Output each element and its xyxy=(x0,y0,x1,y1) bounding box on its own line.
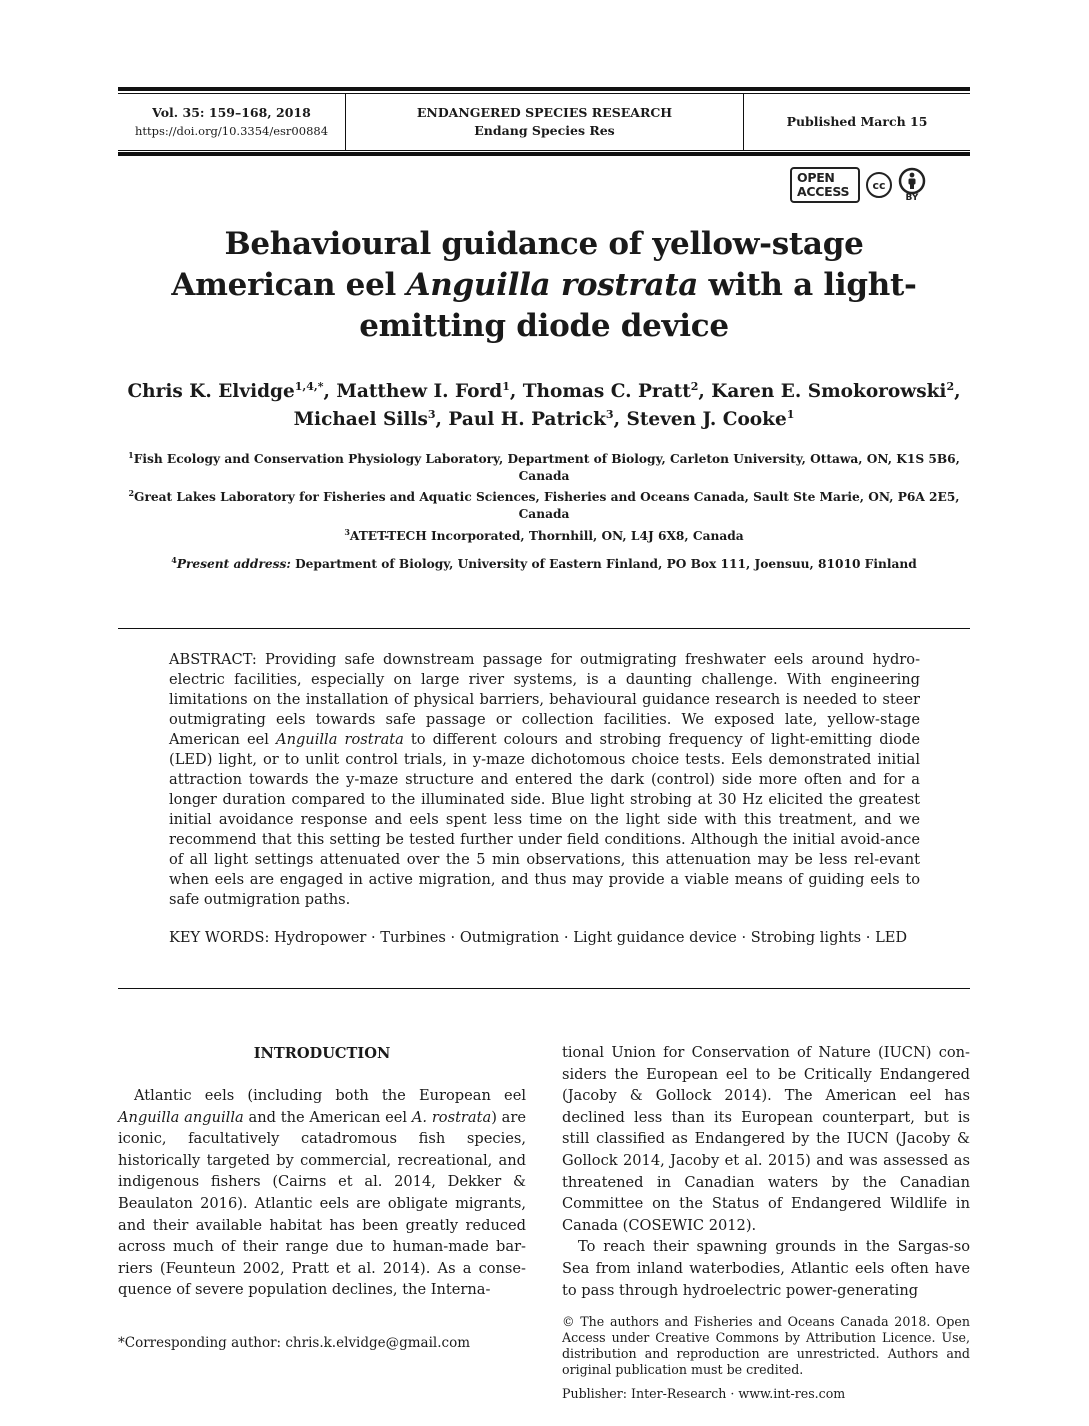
header-bottom-rule-thick xyxy=(118,152,970,156)
affiliation-number: 1 xyxy=(128,450,134,460)
open-access-label-1: OPEN xyxy=(797,170,835,185)
affiliation-2-line-1 xyxy=(118,489,970,506)
publisher-info: Publisher: Inter-Research · www.int-res.com xyxy=(562,1386,846,1401)
species-name: Anguilla anguilla xyxy=(118,1108,244,1126)
title-line-3: emitting diode device xyxy=(359,308,729,344)
author-name: , Karen E. Smokorowski xyxy=(698,381,947,402)
title-text: with a light- xyxy=(698,267,917,303)
affiliation-1-line-2: Canada xyxy=(518,469,570,483)
author-name: Michael Sills xyxy=(293,409,428,430)
by-label: BY xyxy=(905,193,919,203)
journal-abbrev: Endang Species Res xyxy=(474,123,615,138)
author-line-1 xyxy=(118,378,970,406)
title-line-1: Behavioural guidance of yellow-stage xyxy=(224,226,864,262)
affiliation-text: Fish Ecology and Conservation Physiology Laboratory, Department of Biology, Carleton University, Ottawa, ON, K1S 5B6, xyxy=(133,452,960,466)
intro-paragraph-2: To reach their spawning grounds in the Sargas-so Sea from inland waterbodies, Atlantic eels often have to pass through hydroelectric power-generating xyxy=(562,1238,970,1299)
header-citation xyxy=(118,94,345,150)
intro-paragraph-1-continued: tional Union for Conservation of Nature (IUCN) con-siders the European eel to be Critically Endangered (Jacoby & Gollock 2014). The American eel has declined less than its European counterpart, but is still classified as Endangered by the IUCN (Jacoby & Gollock 2014, Jacoby et al. 2015) and was assessed as threatened in Canadian waters by the Canadian Committee on the Status of Endangered Wildlife in Canada (COSEWIC 2012). xyxy=(562,1044,970,1234)
author-line-2 xyxy=(118,406,970,434)
author-name: , Thomas C. Pratt xyxy=(509,381,691,402)
title-line-2 xyxy=(118,265,970,306)
present-address-label: Present address: xyxy=(176,557,291,571)
author-sup: 1 xyxy=(786,408,795,421)
author-name: , Matthew I. Ford xyxy=(323,381,503,402)
volume-info: Vol. 35: 159–168, 2018 xyxy=(152,105,311,120)
intro-column-left xyxy=(118,1085,526,1301)
header-journal xyxy=(346,94,743,150)
title-species: Anguilla rostrata xyxy=(406,267,699,303)
affiliation-number: 3 xyxy=(344,527,350,537)
author-sup: 1 xyxy=(502,380,510,393)
header-published xyxy=(744,94,970,150)
author-name: , Steven J. Cooke xyxy=(613,409,787,430)
corresponding-author-footnote: *Corresponding author: chris.k.elvidge@gmail.com xyxy=(118,1335,471,1351)
author-sup: 1,4,* xyxy=(294,380,324,393)
license-notice: © The authors and Fisheries and Oceans Canada 2018. Open Access under Creative Commons by Attribution Licence. Use, distribution and reproduction are unrestricted. Authors and original publication must be credited. xyxy=(562,1314,970,1377)
author-sup: 3 xyxy=(427,408,436,421)
affiliation-1-line-1 xyxy=(118,451,970,468)
section-heading-introduction: INTRODUCTION xyxy=(253,1045,391,1062)
creative-commons-icon xyxy=(866,172,892,198)
abstract-species: Anguilla rostrata xyxy=(276,731,404,748)
abstract-top-rule xyxy=(118,628,970,629)
abstract xyxy=(169,650,920,910)
cc-label: cc xyxy=(872,178,886,192)
affiliation-number: 2 xyxy=(128,488,135,498)
abstract-text: to different colours and strobing frequency of light-emitting diode (LED) light, or to unlit control trials, in y-maze dichotomous choice tests. Eels demonstrated initial attraction towards the y-maze structure and entered the dark (control) side more often and for a longer duration compared to the illuminated side. Blue light strobing at 30 Hz elicited the greatest initial avoidance response and eels spent less time on the light side with this treatment, and we recommend that this setting be tested further under field conditions. Although the initial avoid-ance of all light settings attenuated over the 5 min observations, this attenuation may be less rel-evant when eels are engaged in active migration, and thus may provide a viable means of guiding eels to safe outmigration paths. xyxy=(169,731,920,908)
affiliation-text: Department of Biology, University of Eastern Finland, PO Box 111, Joensuu, 81010 Finland xyxy=(290,557,917,571)
author-sup: 2 xyxy=(690,380,699,393)
body-text: Atlantic eels (including both the European eel xyxy=(134,1087,526,1104)
attribution-icon xyxy=(898,167,926,205)
affiliation-4 xyxy=(118,556,970,573)
doi-link[interactable]: https://doi.org/10.3354/esr00884 xyxy=(134,124,329,138)
author-sup: 3 xyxy=(605,408,614,421)
affiliation-text: ATET-TECH Incorporated, Thornhill, ON, L4J 6X8, Canada xyxy=(349,529,744,543)
species-name: A. rostrata xyxy=(411,1108,492,1126)
affiliation-3 xyxy=(118,528,970,545)
body-text: ) are iconic, facultatively catadromous fish species, historically targeted by commercial, recreational, and indigenous fishers (Cairns et al. 2014, Dekker & Beaulaton 2016). Atlantic eels are obligate migrants, and their available habitat has been greatly reduced across much of their range due to human-made bar-riers (Feunteun 2002, Pratt et al. 2014). As a conse-quence of severe population declines, the Interna- xyxy=(118,1108,526,1299)
author-list xyxy=(118,378,970,434)
header-bottom-rule-thin xyxy=(118,150,970,151)
journal-name: ENDANGERED SPECIES RESEARCH xyxy=(416,105,673,120)
affiliation-number: 4 xyxy=(171,555,177,565)
author-sep: , xyxy=(954,381,961,402)
intro-column-right xyxy=(562,1042,970,1301)
open-access-icon xyxy=(790,167,860,203)
paper-title xyxy=(118,224,970,347)
body-text: and the American eel xyxy=(243,1108,412,1126)
affiliation-2 xyxy=(118,489,970,523)
abstract-text: ABSTRACT: Providing safe downstream passage for outmigrating freshwater eels around hydro-electric facilities, especially on large river systems, is a daunting challenge. With engineering limitations on the installation of physical barriers, behavioural guidance research is needed to steer outmigrating eels towards safe passage or collection facilities. We exposed late, yellow-stage American eel xyxy=(169,651,920,748)
keywords: KEY WORDS: Hydropower · Turbines · Outmigration · Light guidance device · Strobing lights · LED xyxy=(169,929,908,946)
author-name: , Paul H. Patrick xyxy=(435,409,606,430)
author-sup: 2 xyxy=(946,380,955,393)
intro-paragraph-1 xyxy=(118,1085,526,1301)
abstract-bottom-rule xyxy=(118,988,970,989)
affiliation-text: Great Lakes Laboratory for Fisheries and Aquatic Sciences, Fisheries and Oceans Canada, Sault Ste Marie, ON, P6A 2E5, xyxy=(134,490,960,504)
affiliation-2-line-2: Canada xyxy=(518,507,570,521)
author-name: Chris K. Elvidge xyxy=(127,381,295,402)
open-access-label-2: ACCESS xyxy=(797,184,850,199)
person-icon xyxy=(898,167,926,195)
affiliation-1 xyxy=(118,451,970,485)
published-date: Published March 15 xyxy=(786,114,928,129)
title-text: American eel xyxy=(171,267,407,303)
header-top-rule-thick xyxy=(118,87,970,91)
